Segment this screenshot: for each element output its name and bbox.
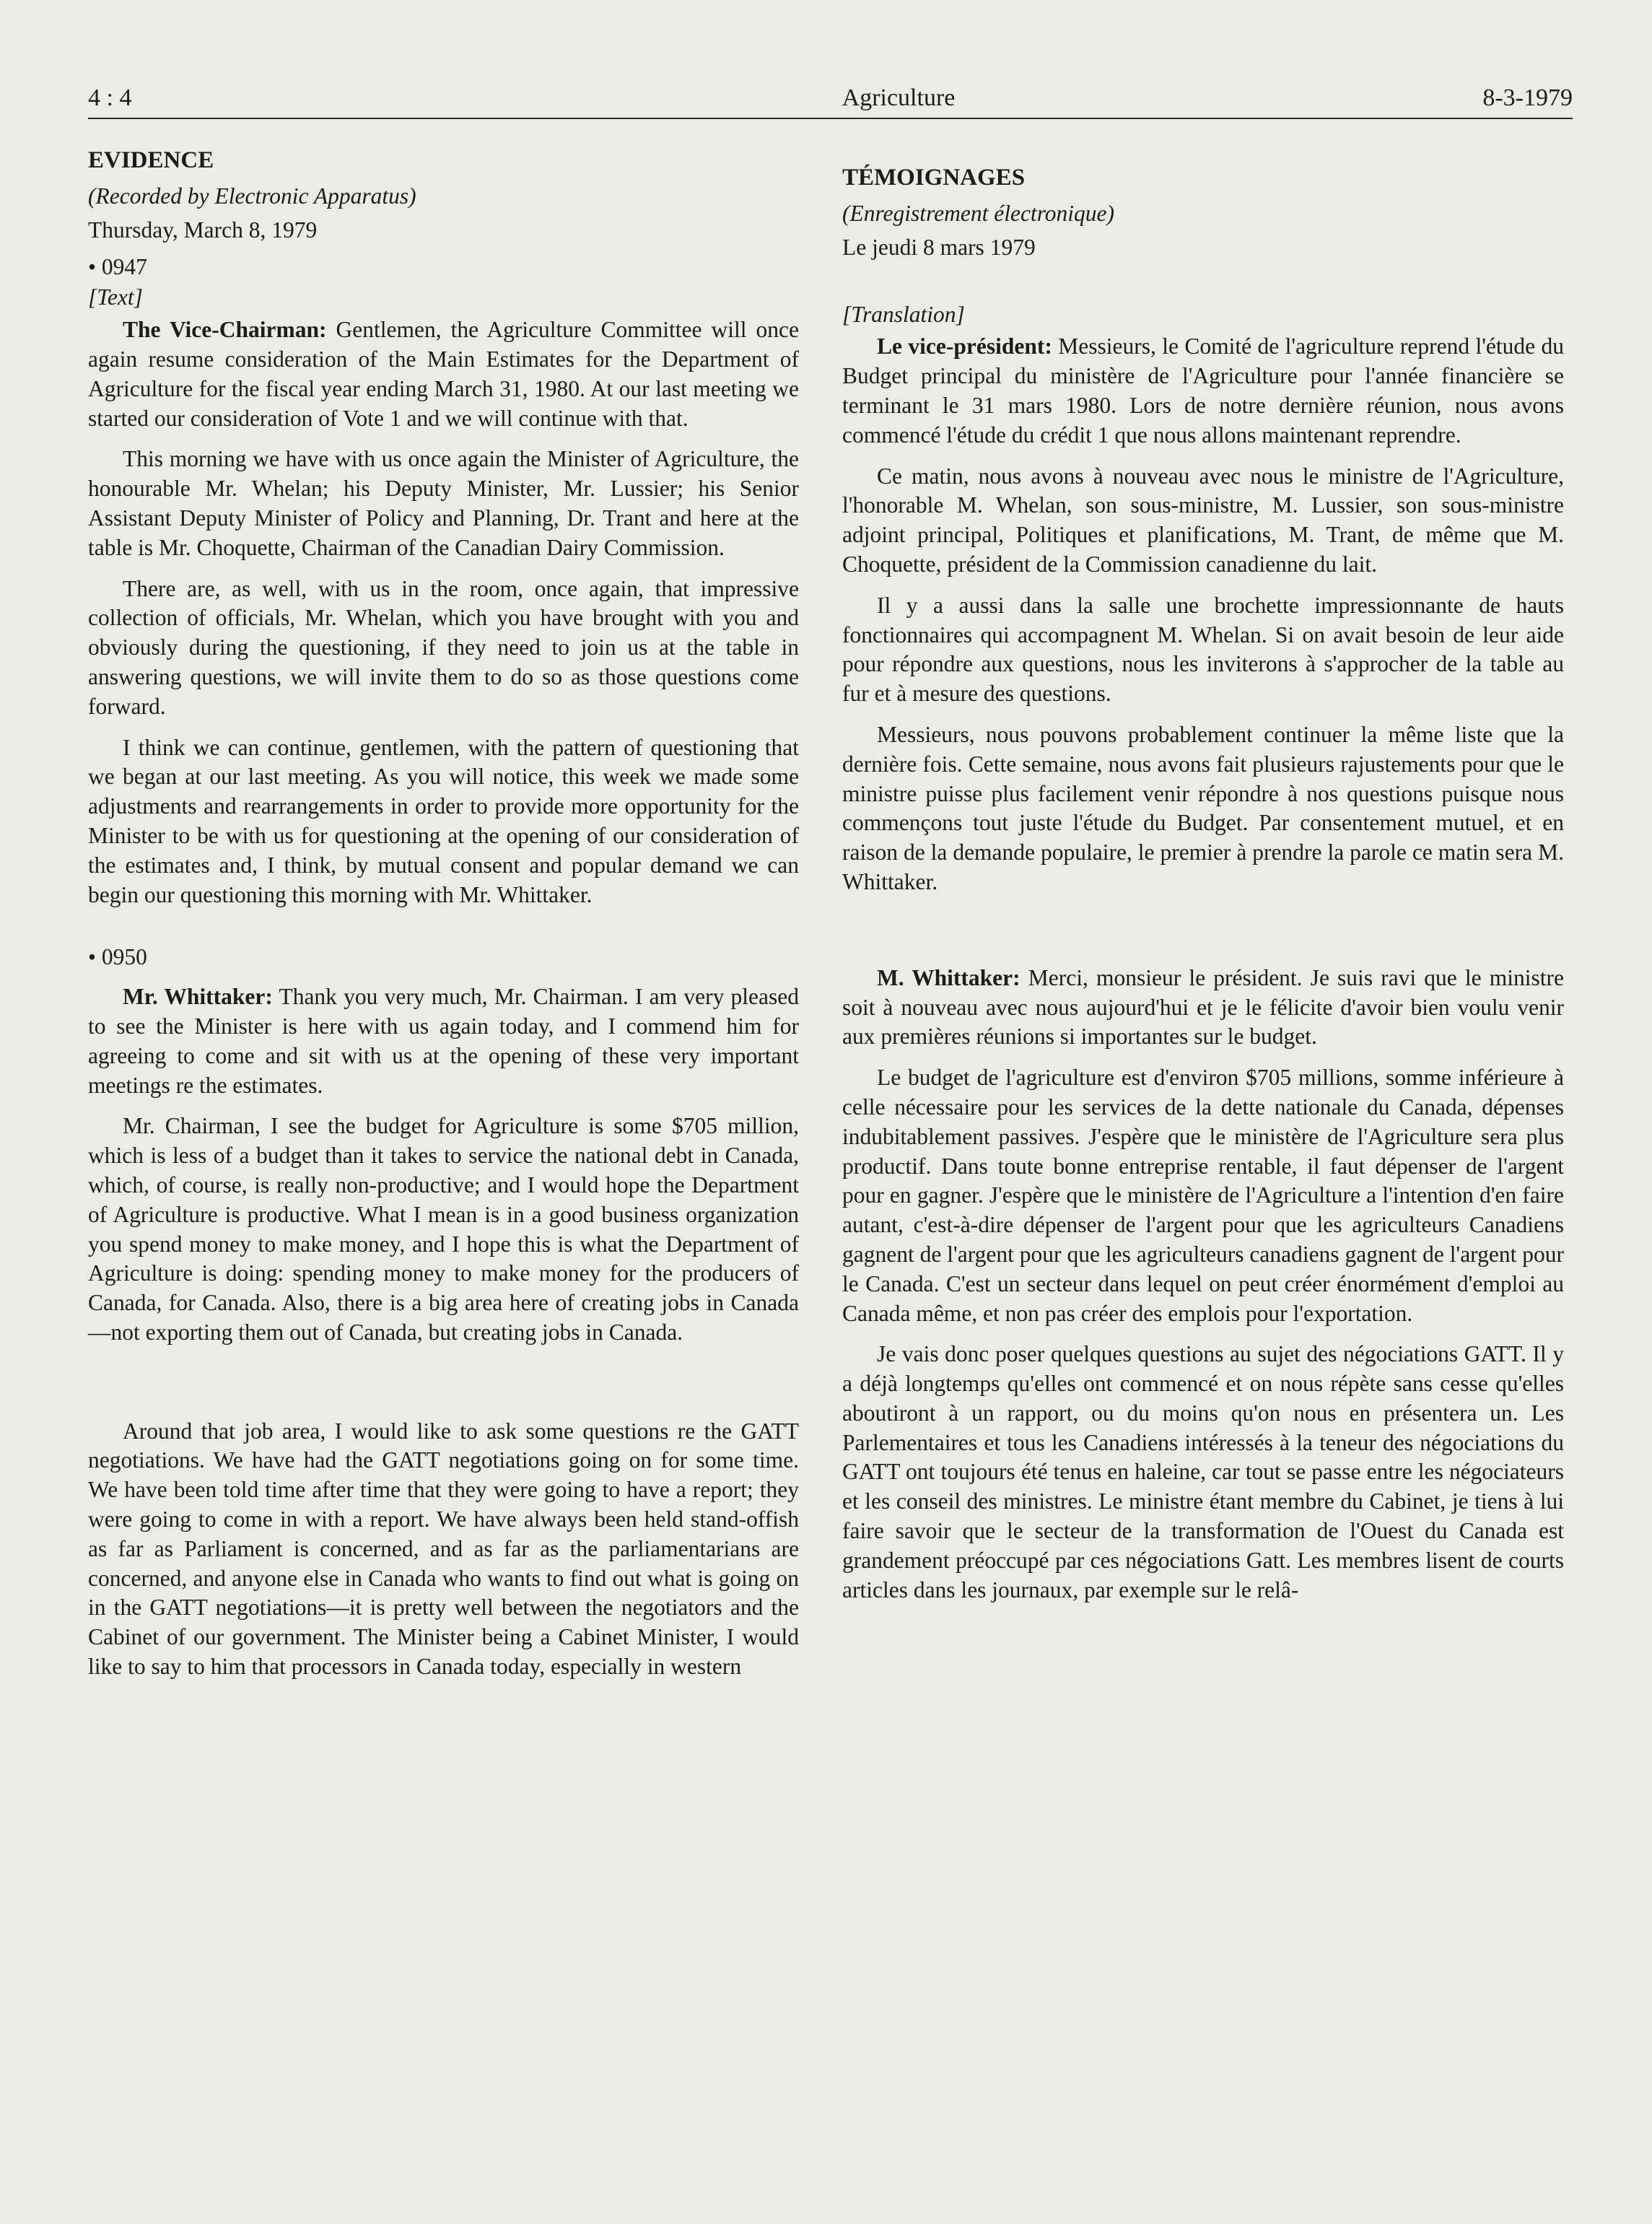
paragraph: There are, as well, with us in the room, once again, that impressive collection of officials, Mr. Whelan, which you have brought with you and obviously during the questioning, if they need to join us at the table in answering questions, we will invite them to do so as those questions come forward. bbox=[88, 575, 799, 719]
time-stamp-0950: • 0950 bbox=[88, 944, 147, 970]
paragraph-whittaker bbox=[88, 982, 799, 1100]
paragraph-vice-president bbox=[842, 332, 1564, 450]
temoignages-heading: TÉMOIGNAGES bbox=[842, 165, 1026, 191]
paragraph: Il y a aussi dans la salle une brochette impressionnante de hauts fonctionnaires qui accompagnent M. Whelan. Si on avait besoin de leur aide pour répondre aux questions, nous les inviterons à s'approcher de la table au fur et à mesure des questions. bbox=[842, 592, 1564, 707]
paragraph-whittaker bbox=[842, 964, 1564, 1052]
paragraph: I think we can continue, gentlemen, with the pattern of questioning that we began at our last meeting. As you will notice, this week we made some adjustments and rearrangements in order to provide more opportunity for the Minister to be with us for questioning at the opening of our consideration of the estimates and, I think, by mutual consent and popular demand we can begin our questioning this morning with Mr. Whittaker. bbox=[88, 734, 799, 907]
paragraph: Around that job area, I would like to ask some questions re the GATT negotiations. We have had the GATT negotiations going on for some time. We have been told time after time that they were going to have a report; they were going to come in with a report. We have always been held stand-offish as far as Parliament is concerned, and as far as the parliamentarians are concerned, and anyone else in Canada who wants to find out what is going on in the GATT negotiations—it is pretty well between the negotiators and the Cabinet of our government. The Minister being a Cabinet Minister, I would like to say to him that processors in Canada today, especially in western bbox=[88, 1418, 799, 1680]
running-header-title: Agriculture bbox=[842, 84, 956, 111]
speaker-name: M. Whittaker: bbox=[877, 964, 1021, 990]
recorded-note: (Recorded by Electronic Apparatus) bbox=[88, 183, 416, 209]
meeting-date: Thursday, March 8, 1979 bbox=[88, 217, 318, 243]
paragraph: This morning we have with us once again the Minister of Agriculture, the honourable Mr. Whelan; his Deputy Minister, Mr. Lussier; his Senior Assistant Deputy Minister of Policy and Planning, Dr. Trant and here at the table is Mr. Choquette, Chairman of the Canadian Dairy Commission. bbox=[88, 446, 799, 560]
page-number: 4 : 4 bbox=[88, 84, 132, 111]
speaker-name: The Vice-Chairman: bbox=[123, 317, 327, 343]
paragraph: Le budget de l'agriculture est d'environ $705 millions, somme inférieure à celle nécessaire pour les services de la dette nationale du Canada, dépenses indubitablement passives. J'espère que le ministère de l'Agriculture sera plus productif. Dans toute bonne entreprise rentable, il faut dépenser de l'argent pour en gagner. J'espère que le ministère de l'Agriculture a l'intention d'en faire autant, c'est-à-dire dépenser de l'argent pour que les agriculteurs Canadiens gagnent de l'argent pour que les agriculteurs canadiens gagnent de l'argent pour le Canada. C'est un secteur dans lequel on peut créer énormément d'emploi au Canada même, et non pas créer des emplois pour l'exportation. bbox=[842, 1065, 1564, 1326]
translation-label: [Translation] bbox=[842, 301, 965, 327]
speaker-name: Le vice-président: bbox=[877, 333, 1052, 359]
paragraph: Mr. Chairman, I see the budget for Agriculture is some $705 million, which is less of a budget than it takes to service the national debt in Canada, which, of course, is really non-productive; and I would hope the Department of Agriculture is productive. What I mean is in a good business organization you spend money to make money, and I hope this is what the Department of Agriculture is doing: spending money to make money for the producers of Canada, for Canada. Also, there is a big area here of creating jobs in Canada—not exporting them out of Canada, but creating jobs in Canada. bbox=[88, 1113, 799, 1345]
evidence-heading: EVIDENCE bbox=[88, 147, 214, 173]
speech-text: Thank you very much, Mr. Chairman. I am very pleased to see the Minister is here with us again today, and I commend him for agreeing to come and sit with us at the opening of these very important meetings re the estimates. bbox=[88, 984, 799, 1098]
paragraph-vice-chairman bbox=[88, 315, 799, 433]
speech-text: Merci, monsieur le président. Je suis ravi que le ministre soit à nouveau avec nous aujourd'hui et je le félicite d'avoir bien voulu venir aux premières réunions si importantes sur le budget. bbox=[842, 964, 1565, 1050]
header-date: 8-3-1979 bbox=[1482, 84, 1573, 111]
meeting-date: Le jeudi 8 mars 1979 bbox=[842, 234, 1036, 260]
paragraph: Ce matin, nous avons à nouveau avec nous le ministre de l'Agriculture, l'honorable M. Whelan, son sous-ministre, M. Lussier, son sous-ministre adjoint principal, Politiques et planifications, M. Trant, de même que M. Choquette, président de la Commission canadienne du lait. bbox=[842, 463, 1564, 577]
time-stamp-0947: • 0947 bbox=[88, 253, 147, 279]
speaker-name: Mr. Whittaker: bbox=[123, 984, 273, 1010]
paragraph: Messieurs, nous pouvons probablement continuer la même liste que la dernière fois. Cette semaine, nous avons fait plusieurs rajustements pour que le ministre puisse plus facilement venir répondre à nos questions puisque nous commençons tout juste l'étude du Budget. Par consentement mutuel, et en raison de la demande populaire, le premier à prendre la parole ce matin sera M. Whittaker. bbox=[842, 721, 1564, 894]
header-rule bbox=[88, 118, 1573, 119]
text-label: [Text] bbox=[88, 284, 143, 310]
paragraph: Je vais donc poser quelques questions au sujet des négociations GATT. Il y a déjà longtemps qu'elles ont commencé et on nous répète sans cesse qu'elles aboutiront à un rapport, ou du moins qu'on nous en présentera un. Les Parlementaires et tous les Canadiens intéressés à la teneur des négociations du GATT ont toujours été tenus en haleine, car tout se passe entre les négociateurs et les conseil des ministres. Le ministre étant membre du Cabinet, je tiens à lui faire savoir que le secteur de la transformation de l'Ouest du Canada est grandement préoccupé par ces négociations Gatt. Les membres lisent de courts articles dans les journaux, par exemple sur le relâ- bbox=[842, 1341, 1564, 1602]
speech-text: Gentlemen, the Agriculture Committee will once again resume consideration of the Main Estimates for the Department of Agriculture for the fiscal year ending March 31, 1980. At our last meeting we started our consideration of Vote 1 and we will continue with that. bbox=[88, 317, 799, 431]
speech-text: Messieurs, le Comité de l'agriculture reprend l'étude du Budget principal du ministère de l'Agriculture pour l'année financière se terminant le 31 mars 1980. Lors de notre dernière réunion, nous avons commencé l'étude du crédit 1 que nous allons maintenant reprendre. bbox=[842, 333, 1565, 448]
recorded-note: (Enregistrement électronique) bbox=[842, 201, 1115, 226]
french-column bbox=[842, 144, 1564, 1605]
english-column bbox=[88, 144, 799, 1682]
